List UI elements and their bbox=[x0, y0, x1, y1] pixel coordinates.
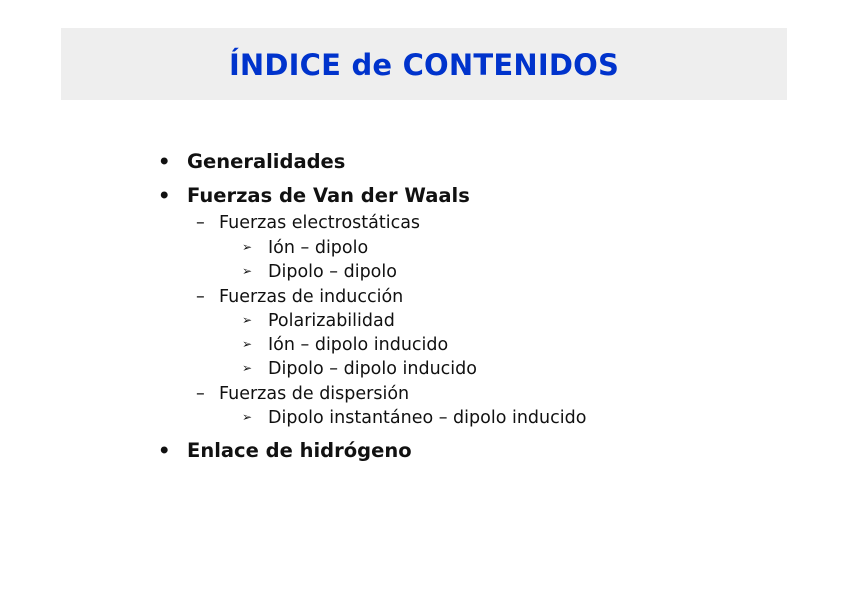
outline-item-enlace-hidrogeno bbox=[158, 439, 412, 463]
dash-marker: – bbox=[196, 384, 205, 404]
outline-subsubitem-label: Ión – dipolo inducido bbox=[268, 335, 449, 355]
outline-subsubitem-dipolo-dipolo-inducido bbox=[242, 357, 477, 380]
arrow-bullet-icon: ➢ bbox=[242, 313, 253, 327]
outline-subsubitem-label: Polarizabilidad bbox=[268, 311, 395, 331]
outline-subitem-induccion bbox=[196, 286, 403, 308]
dash-marker: – bbox=[196, 213, 205, 233]
bullet-marker: • bbox=[158, 150, 171, 173]
outline-subsubitem-polarizabilidad bbox=[242, 309, 395, 332]
arrow-bullet-icon: ➢ bbox=[242, 264, 253, 278]
outline-subsubitem-ion-dipolo-inducido bbox=[242, 333, 448, 356]
arrow-bullet-icon: ➢ bbox=[242, 361, 253, 375]
outline-subitem-label: Fuerzas electrostáticas bbox=[219, 213, 421, 233]
outline-subsubitem-label: Dipolo instantáneo – dipolo inducido bbox=[268, 408, 587, 428]
outline-subsubitem-dipolo-dipolo bbox=[242, 260, 397, 283]
outline-subitem-electrostaticas bbox=[196, 212, 420, 234]
bullet-marker: • bbox=[158, 439, 171, 462]
arrow-bullet-icon: ➢ bbox=[242, 337, 253, 351]
outline-subsubitem-dipolo-instantaneo bbox=[242, 406, 586, 429]
bullet-marker: • bbox=[158, 184, 171, 207]
outline-item-label: Fuerzas de Van der Waals bbox=[187, 184, 470, 207]
outline-item-van-der-waals bbox=[158, 184, 470, 208]
title-band bbox=[61, 28, 787, 100]
outline-subitem-label: Fuerzas de inducción bbox=[219, 287, 404, 307]
outline-subsubitem-label: Ión – dipolo bbox=[268, 238, 369, 258]
arrow-bullet-icon: ➢ bbox=[242, 410, 253, 424]
outline-subsubitem-label: Dipolo – dipolo bbox=[268, 262, 397, 282]
outline-subitem-dispersion bbox=[196, 383, 409, 405]
outline-subsubitem-ion-dipolo bbox=[242, 236, 368, 259]
arrow-bullet-icon: ➢ bbox=[242, 240, 253, 254]
outline-item-generalidades bbox=[158, 150, 345, 174]
page-title: ÍNDICE de CONTENIDOS bbox=[228, 48, 620, 82]
outline-item-label: Enlace de hidrógeno bbox=[187, 439, 412, 462]
outline-subsubitem-label: Dipolo – dipolo inducido bbox=[268, 359, 477, 379]
outline-item-label: Generalidades bbox=[187, 150, 346, 173]
dash-marker: – bbox=[196, 287, 205, 307]
outline-subitem-label: Fuerzas de dispersión bbox=[219, 384, 410, 404]
